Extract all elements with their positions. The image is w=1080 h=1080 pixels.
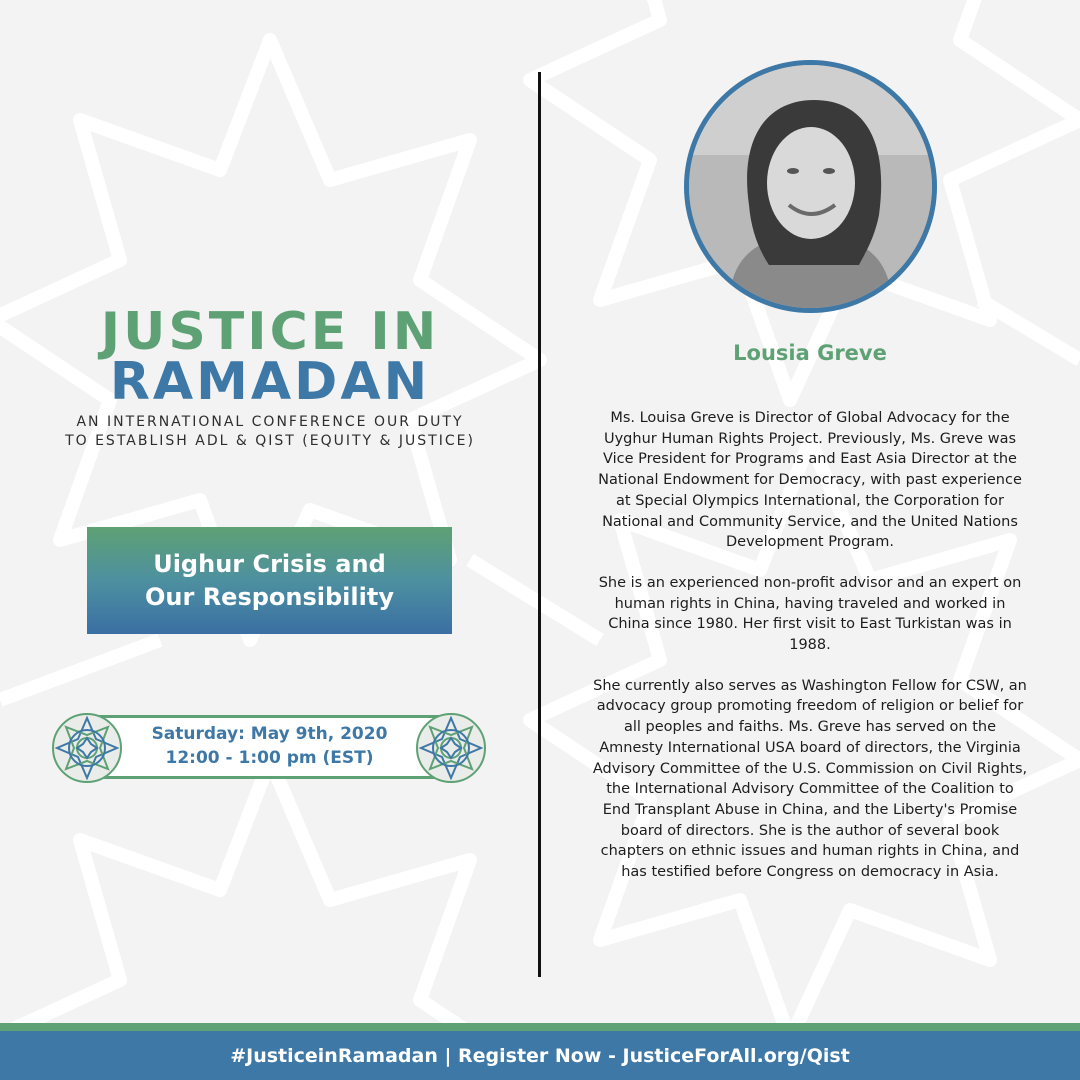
- topic-line2: Our Responsibility: [145, 582, 394, 611]
- bio-paragraph: Ms. Louisa Greve is Director of Global Advocacy for the Uyghur Human Rights Project. Previously, Ms. Greve was Vice President for Programs and East Asia Director at the National Endowment for Democracy, with past experience at Special Olympics International, the Corporation for National and Community Service, and the United Nations Development Program.: [598, 410, 1022, 551]
- event-subtitle-line1: AN INTERNATIONAL CONFERENCE OUR DUTY: [76, 414, 464, 430]
- topic-line1: Uighur Crisis and: [153, 549, 386, 578]
- schedule-text: [82, 722, 457, 770]
- geometric-rosette-icon: [52, 713, 122, 783]
- geometric-rosette-icon: [416, 713, 486, 783]
- vertical-divider: [538, 72, 541, 977]
- event-subtitle-line2: TO ESTABLISH ADL & QIST (EQUITY & JUSTICE): [65, 433, 475, 449]
- topic-banner: [87, 527, 452, 634]
- event-title-line1: JUSTICE IN: [100, 302, 440, 362]
- speaker-name: Lousia Greve: [733, 341, 887, 365]
- footer-bar: [0, 1031, 1080, 1080]
- footer-stripe: [0, 1023, 1080, 1031]
- speaker-portrait: [684, 60, 937, 313]
- bio-paragraph: She is an experienced non-profit advisor and an expert on human rights in China, having traveled and worked in China since 1980. Her first visit to East Turkistan was in 1988.: [598, 574, 1022, 654]
- portrait-silhouette-icon: [689, 65, 932, 308]
- bio-paragraph: She currently also serves as Washington Fellow for CSW, an advocacy group promoting freedom of religion or belief for all peoples and faiths. Ms. Greve has served on the Amnesty International USA board of directors, the Virginia Advisory Committee of the U.S. Commission on Civil Rights, the International Advisory Committee of the Coalition to End Transplant Abuse in China, and the Liberty's Promise board of directors. She is the author of several book chapters on ethnic issues and human rights in China, and has testified before Congress on democracy in Asia.: [592, 677, 1028, 881]
- speaker-bio: [592, 408, 1028, 903]
- event-title-line2: RAMADAN: [109, 352, 431, 412]
- footer-text[interactable]: #JusticeinRamadan | Register Now - JusticeForAll.org/Qist: [230, 1044, 850, 1067]
- schedule-date: Saturday: May 9th, 2020: [151, 724, 388, 744]
- event-subtitle: [40, 413, 500, 451]
- schedule-time: 12:00 - 1:00 pm (EST): [165, 748, 374, 768]
